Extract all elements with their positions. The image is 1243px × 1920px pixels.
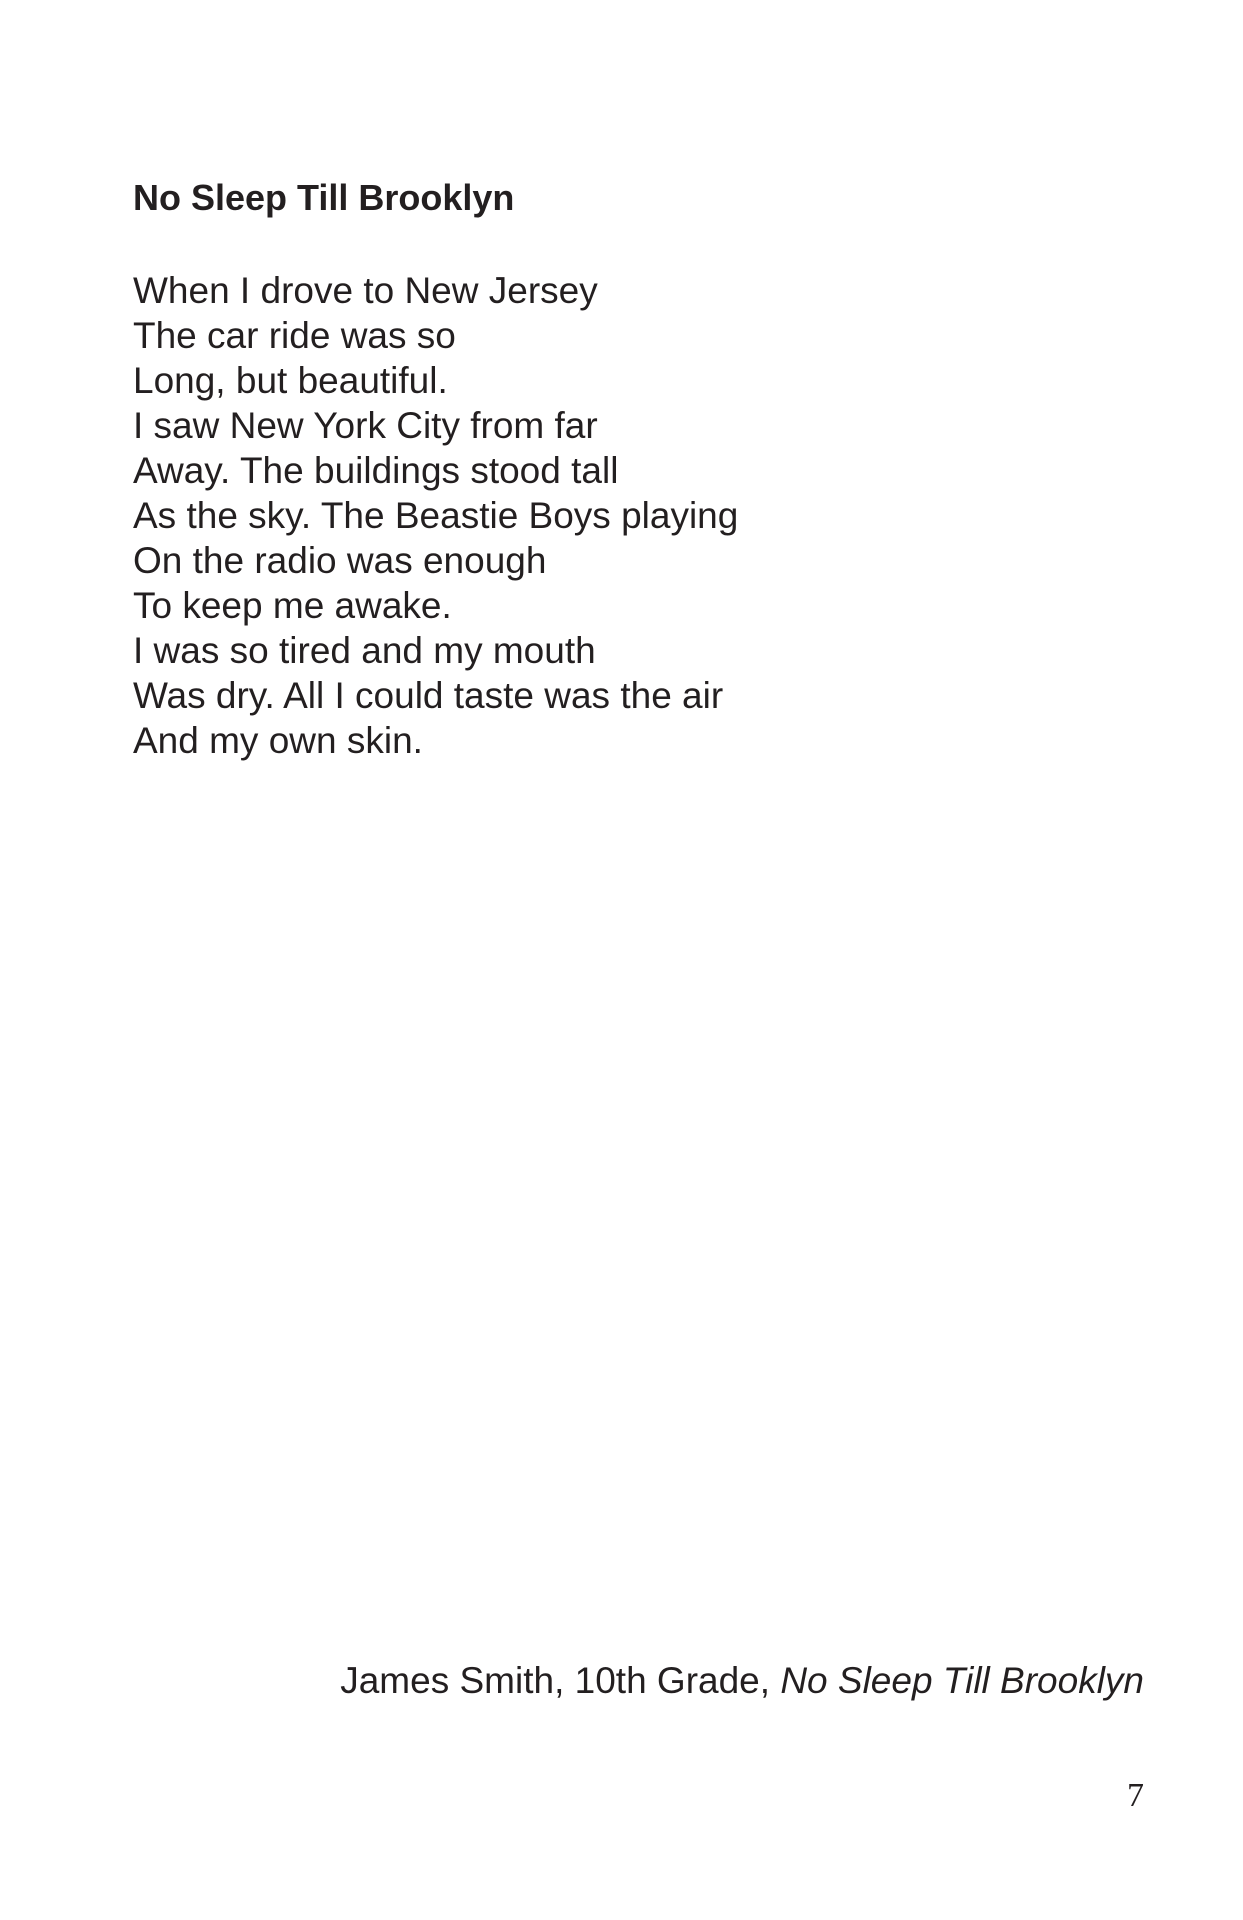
attribution-work-title: No Sleep Till Brooklyn — [780, 1660, 1144, 1701]
page-number: 7 — [1127, 1777, 1144, 1814]
poem-title: No Sleep Till Brooklyn — [133, 177, 515, 218]
poem-line: I was so tired and my mouth — [133, 630, 596, 671]
poem-line: To keep me awake. — [133, 585, 452, 626]
poem-line: And my own skin. — [133, 720, 423, 761]
attribution-author: James Smith, 10th Grade, — [340, 1660, 771, 1701]
poem-line: Long, but beautiful. — [133, 360, 448, 401]
poem-line: Was dry. All I could taste was the air — [133, 675, 724, 716]
poem-line: I saw New York City from far — [133, 405, 598, 446]
poem-line: As the sky. The Beastie Boys playing — [133, 495, 739, 536]
poem-line: Away. The buildings stood tall — [133, 450, 619, 491]
poem-line: On the radio was enough — [133, 540, 547, 581]
poem-line: The car ride was so — [133, 315, 456, 356]
poem-body — [133, 268, 738, 763]
poem-line: When I drove to New Jersey — [133, 270, 598, 311]
attribution — [340, 1658, 1144, 1703]
